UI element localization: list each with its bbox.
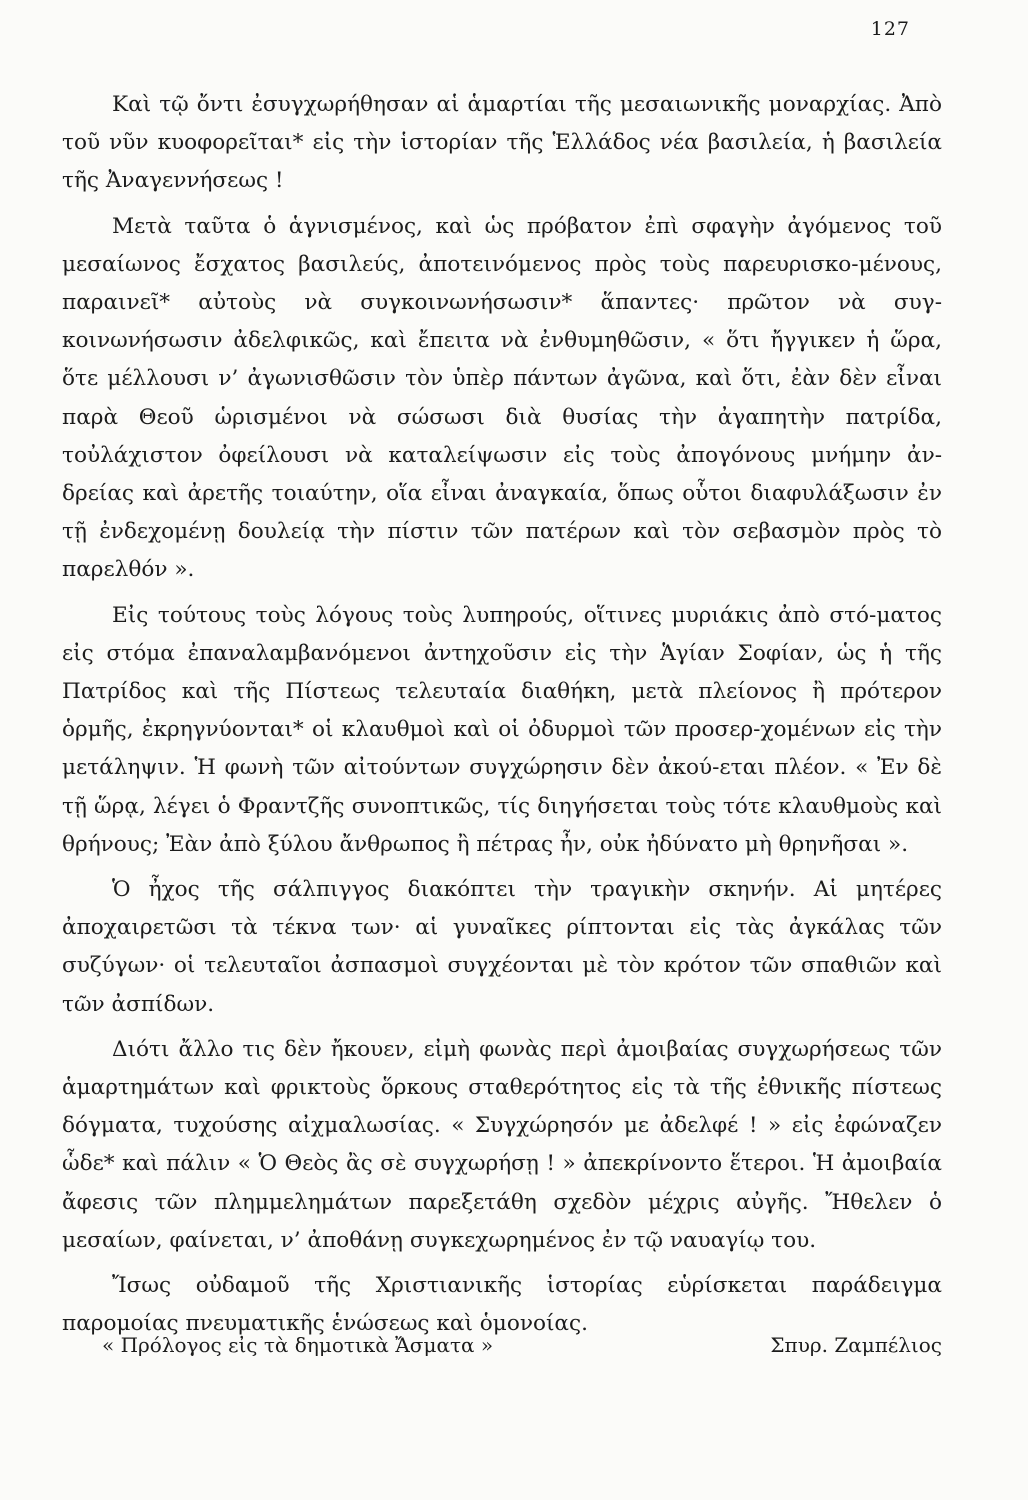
source-author: Σπυρ. Ζαμπέλιος bbox=[770, 1333, 942, 1357]
source-work-title: « Πρόλογος εἰς τὰ δημοτικὰ Ἄσματα » bbox=[102, 1333, 494, 1357]
paragraph: Μετὰ ταῦτα ὁ ἁγνισμένος, καὶ ὡς πρόβατον ἐπὶ σφαγὴν ἀγόμενος τοῦ μεσαίωνος ἔσχατος βασιλεύς, ἀποτεινόμενος πρὸς τοὺς παρευρισκο-μένους, παραινεῖ* αὐτοὺς νὰ συγκοινωνήσωσιν* ἅπαντες· πρῶτον νὰ συγ-κοινωνήσωσιν ἀδελφικῶς, καὶ ἔπειτα νὰ ἐνθυμηθῶσιν, « ὅτι ἤγγικεν ἡ ὥρα, ὅτε μέλλουσι ν’ ἀγωνισθῶσιν τὸν ὑπὲρ πάντων ἀγῶνα, καὶ ὅτι, ἐὰν δὲν εἶναι παρὰ Θεοῦ ὡρισμένοι νὰ σώσωσι διὰ θυσίας τὴν ἀγαπητὴν πατρίδα, τοὐλάχιστον ὀφείλουσι νὰ καταλείψωσιν εἰς τοὺς ἀπογόνους μνήμην ἀν-δρείας καὶ ἀρετῆς τοιαύτην, οἵα εἶναι ἀναγκαία, ὅπως οὗτοι διαφυλάξωσιν ἐν τῇ ἐνδεχομένῃ δουλείᾳ τὴν πίστιν τῶν πατέρων καὶ τὸν σεβασμὸν πρὸς τὸ παρελθόν ». bbox=[62, 213, 942, 583]
paragraph: Εἰς τούτους τοὺς λόγους τοὺς λυπηρούς, οἵτινες μυριάκις ἀπὸ στό-ματος εἰς στόμα ἐπαναλαμβανόμενοι ἀντηχοῦσιν εἰς τὴν Ἁγίαν Σοφίαν, ὡς ἡ τῆς Πατρίδος καὶ τῆς Πίστεως τελευταία διαθήκη, μετὰ πλείονος ἢ πρότερον ὁρμῆς, ἐκρηγνύονται* οἱ κλαυθμοὶ καὶ οἱ ὀδυρμοὶ τῶν προσερ-χομένων εἰς τὴν μετάληψιν. Ἡ φωνὴ τῶν αἰτούντων συγχώρησιν δὲν ἀκού-εται πλέον. « Ἐν δὲ τῇ ὥρᾳ, λέγει ὁ Φραντζῆς συνοπτικῶς, τίς διηγήσεται τοὺς τότε κλαυθμοὺς καὶ θρήνους; Ἐὰν ἀπὸ ξύλου ἄνθρωπος ἢ πέτρας ἦν, οὐκ ἠδύνατο μὴ θρηνῆσαι ». bbox=[62, 602, 942, 857]
paragraph: Ὁ ἦχος τῆς σάλπιγγος διακόπτει τὴν τραγικὴν σκηνήν. Αἱ μητέρες ἀποχαιρετῶσι τὰ τέκνα των· αἱ γυναῖκες ρίπτονται εἰς τὰς ἀγκάλας τῶν συζύγων· οἱ τελευταῖοι ἀσπασμοὶ συγχέονται μὲ τὸν κρότον τῶν σπαθιῶν καὶ τῶν ἀσπίδων. bbox=[62, 877, 942, 1017]
source-attribution bbox=[62, 1328, 942, 1362]
body-text bbox=[62, 86, 942, 1351]
page-number: 127 bbox=[870, 18, 910, 40]
paragraph: Διότι ἄλλο τις δὲν ἤκουεν, εἰμὴ φωνὰς περὶ ἀμοιβαίας συγχωρήσεως τῶν ἁμαρτημάτων καὶ φρικτοὺς ὅρκους σταθερότητος εἰς τὰ τῆς ἐθνικῆς πίστεως δόγματα, τυχούσης αἰχμαλωσίας. « Συγχώρησόν με ἀδελφέ ! » εἰς ἐφώναζεν ὧδε* καὶ πάλιν « Ὁ Θεὸς ἂς σὲ συγχωρήσῃ ! » ἀπεκρίνοντο ἕτεροι. Ἡ ἀμοιβαία ἄφεσις τῶν πλημμελημάτων παρεξετάθη σχεδὸν μέχρις αὐγῆς. Ἤθελεν ὁ μεσαίων, φαίνεται, ν’ ἀποθάνῃ συγκεχωρημένος ἐν τῷ ναυαγίῳ του. bbox=[62, 1036, 942, 1253]
paragraph: Καὶ τῷ ὄντι ἐσυγχωρήθησαν αἱ ἁμαρτίαι τῆς μεσαιωνικῆς μοναρχίας. Ἀπὸ τοῦ νῦν κυοφορεῖται* εἰς τὴν ἱστορίαν τῆς Ἑλλάδος νέα βασιλεία, ἡ βασιλεία τῆς Ἀναγεννήσεως ! bbox=[62, 92, 942, 194]
paragraph: Ἴσως οὐδαμοῦ τῆς Χριστιανικῆς ἱστορίας εὑρίσκεται παράδειγμα παρομοίας πνευματικῆς ἑνώσεως καὶ ὁμονοίας. bbox=[62, 1273, 942, 1337]
